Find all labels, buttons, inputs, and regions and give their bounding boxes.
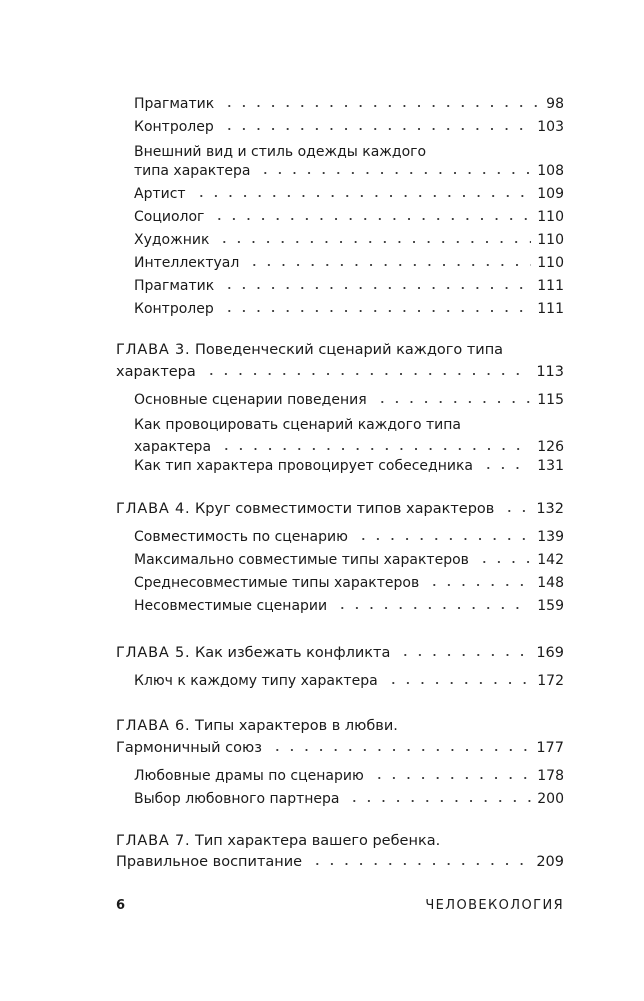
entry-page-number: 178	[537, 768, 564, 784]
dot-leader	[194, 194, 532, 198]
entry-page-number: 126	[537, 439, 564, 455]
dot-leader	[217, 240, 531, 244]
dot-leader	[398, 653, 530, 657]
entry-title: Совместимость по сценарию	[134, 529, 348, 545]
dot-leader	[375, 400, 532, 404]
dot-leader	[356, 537, 531, 541]
entry-title: Прагматик	[134, 96, 215, 112]
dot-leader	[219, 447, 531, 451]
entry-title: Круг совместимости типов характеров	[195, 501, 495, 517]
entry-title: Максимально совместимые типы характеров	[134, 552, 469, 568]
section-line[interactable]	[134, 206, 564, 228]
entry-title: Как избежать конфликта	[195, 645, 391, 661]
entry-title: Интеллектуал	[134, 255, 240, 271]
entry-title: Основные сценарии поведения	[134, 392, 367, 408]
chapter-label: ГЛАВА 3.	[116, 342, 191, 358]
dot-leader	[335, 606, 531, 610]
entry-title: Прагматик	[134, 278, 215, 294]
entry-title: Несовместимые сценарии	[134, 598, 328, 614]
entry-title: Правильное воспитание	[116, 854, 303, 870]
chapter-line[interactable]	[116, 361, 564, 383]
entry-title: типа характера	[134, 163, 251, 179]
entry-page-number: 159	[537, 598, 564, 614]
chapter-label: ГЛАВА 7.	[116, 833, 191, 849]
dot-leader	[222, 127, 532, 131]
entry-title: Внешний вид и стиль одежды каждого	[134, 144, 427, 160]
chapter-line[interactable]	[116, 498, 564, 520]
entry-page-number: 209	[536, 854, 564, 870]
entry-title: характера	[134, 439, 212, 455]
section-line[interactable]	[134, 275, 564, 297]
dot-leader	[481, 466, 531, 470]
dot-leader	[204, 372, 531, 376]
section-line[interactable]	[134, 298, 564, 320]
section-line[interactable]	[134, 526, 564, 548]
section-line[interactable]	[134, 389, 564, 411]
section-line[interactable]	[134, 116, 564, 138]
entry-title: Выбор любовного партнера	[134, 791, 340, 807]
entry-page-number: 98	[546, 96, 564, 112]
entry-title: Контролер	[134, 301, 214, 317]
chapter-line[interactable]	[116, 715, 564, 737]
chapter-line[interactable]	[116, 642, 564, 664]
page-number: 6	[116, 898, 126, 913]
entry-page-number: 111	[537, 278, 564, 294]
entry-title: Поведенческий сценарий каждого типа	[195, 342, 504, 358]
entry-page-number: 115	[537, 392, 564, 408]
entry-page-number: 110	[537, 255, 564, 271]
dot-leader	[258, 171, 531, 175]
entry-page-number: 200	[537, 791, 564, 807]
section-line[interactable]	[134, 455, 564, 477]
section-line[interactable]	[134, 160, 564, 182]
entry-title: Как тип характера провоцирует собеседника	[134, 458, 473, 474]
section-line[interactable]	[134, 183, 564, 205]
section-line[interactable]	[134, 595, 564, 617]
entry-title: Художник	[134, 232, 210, 248]
entry-page-number: 110	[537, 209, 564, 225]
entry-page-number: 108	[537, 163, 564, 179]
dot-leader	[270, 748, 530, 752]
dot-leader	[372, 776, 532, 780]
section-line[interactable]	[134, 765, 564, 787]
dot-leader	[427, 583, 531, 587]
dot-leader	[502, 509, 530, 513]
entry-title: Контролер	[134, 119, 214, 135]
entry-title: характера	[116, 364, 196, 380]
running-title: ЧЕЛОВЕКОЛОГИЯ	[425, 898, 564, 913]
entry-title: Артист	[134, 186, 186, 202]
section-line[interactable]	[134, 229, 564, 251]
chapter-line[interactable]	[116, 737, 564, 759]
entry-page-number: 169	[536, 645, 564, 661]
dot-leader	[222, 104, 540, 108]
entry-page-number: 148	[537, 575, 564, 591]
chapter-line[interactable]	[116, 851, 564, 873]
entry-title: Как провоцировать сценарий каждого типа	[134, 417, 461, 433]
entry-title: Среднесовместимые типы характеров	[134, 575, 420, 591]
entry-page-number: 142	[537, 552, 564, 568]
section-line[interactable]	[134, 788, 564, 810]
entry-page-number: 111	[537, 301, 564, 317]
dot-leader	[212, 217, 531, 221]
dot-leader	[247, 263, 531, 267]
entry-title: Любовные драмы по сценарию	[134, 768, 364, 784]
entry-title: Гармоничный союз	[116, 740, 262, 756]
section-line[interactable]	[134, 252, 564, 274]
chapter-line[interactable]	[116, 830, 564, 852]
dot-leader	[477, 560, 531, 564]
dot-leader	[386, 681, 532, 685]
entry-title: Ключ к каждому типу характера	[134, 673, 378, 689]
section-line[interactable]	[134, 572, 564, 594]
chapter-line[interactable]	[116, 339, 564, 361]
entry-title: Тип характера вашего ребенка.	[195, 833, 441, 849]
entry-page-number: 177	[536, 740, 564, 756]
entry-page-number: 103	[537, 119, 564, 135]
chapter-label: ГЛАВА 4.	[116, 501, 191, 517]
entry-page-number: 139	[537, 529, 564, 545]
section-line[interactable]	[134, 414, 564, 436]
entry-title: Типы характеров в любви.	[195, 718, 398, 734]
dot-leader	[222, 286, 531, 290]
entry-page-number: 172	[537, 673, 564, 689]
entry-page-number: 109	[537, 186, 564, 202]
entry-page-number: 131	[537, 458, 564, 474]
section-line[interactable]	[134, 549, 564, 571]
entry-page-number: 113	[536, 364, 564, 380]
entry-page-number: 132	[536, 501, 564, 517]
section-line[interactable]	[134, 93, 564, 115]
section-line[interactable]	[134, 670, 564, 692]
dot-leader	[347, 799, 531, 803]
entry-title: Социолог	[134, 209, 205, 225]
dot-leader	[222, 309, 532, 313]
entry-page-number: 110	[537, 232, 564, 248]
dot-leader	[310, 862, 530, 866]
chapter-label: ГЛАВА 5.	[116, 645, 191, 661]
chapter-label: ГЛАВА 6.	[116, 718, 191, 734]
